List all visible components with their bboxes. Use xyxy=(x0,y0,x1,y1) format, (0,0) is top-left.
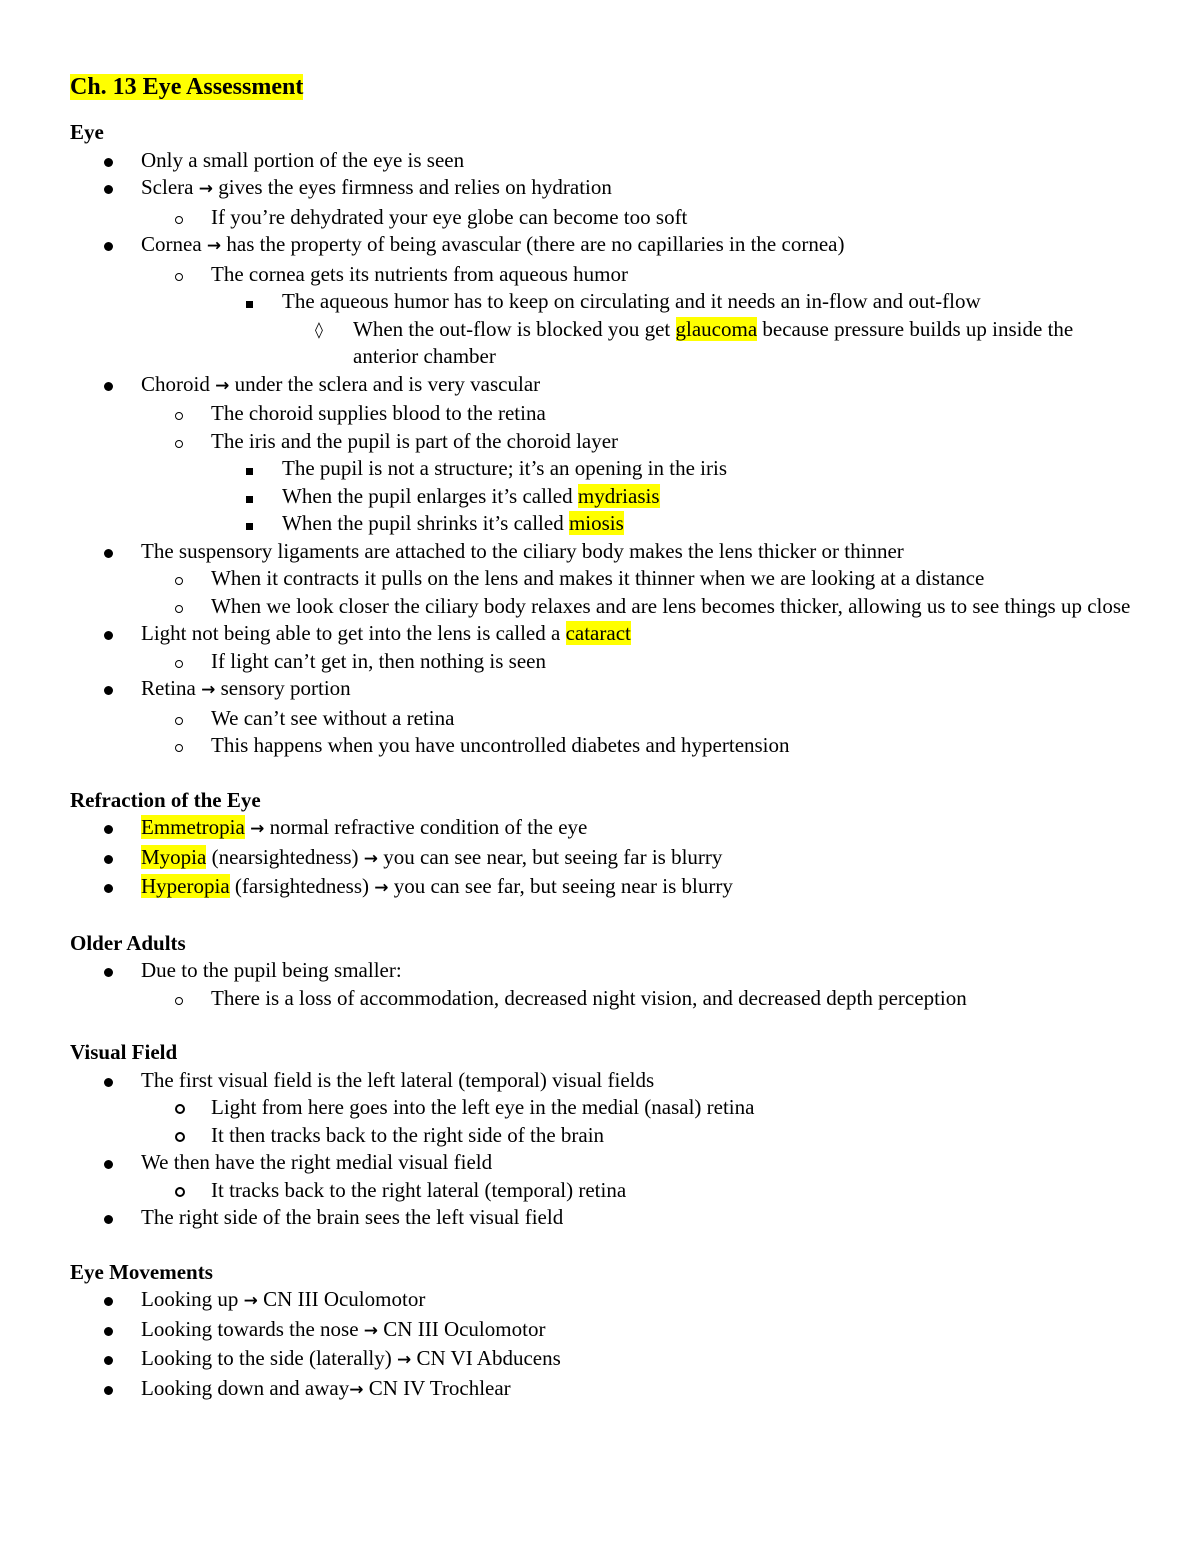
bullet-list-eye-movements xyxy=(70,1286,1140,1404)
list-item: Due to the pupil being smaller: xyxy=(70,957,1140,985)
list-item: Only a small portion of the eye is seen xyxy=(70,147,1140,175)
highlighted-term: cataract xyxy=(565,621,631,645)
right-arrow-icon: → xyxy=(250,819,265,839)
bullet-square-icon xyxy=(246,510,253,538)
bullet-circle-icon xyxy=(175,593,183,621)
list-item: Cornea → has the property of being avascular (there are no capillaries in the cornea) xyxy=(70,231,1140,261)
bullet-dot-icon xyxy=(104,1286,113,1314)
bullet-list-refraction xyxy=(70,814,1140,903)
list-item: When the pupil shrinks it’s called miosis xyxy=(70,510,1140,538)
bullet-circle-icon xyxy=(175,705,183,733)
list-item: There is a loss of accommodation, decreased night vision, and decreased depth perception xyxy=(70,985,1140,1013)
list-item: This happens when you have uncontrolled diabetes and hypertension xyxy=(70,732,1140,760)
bullet-circle-icon xyxy=(175,1094,185,1122)
list-item: We then have the right medial visual field xyxy=(70,1149,1140,1177)
list-item: Myopia (nearsightedness) → you can see near, but seeing far is blurry xyxy=(70,844,1140,874)
list-item: We can’t see without a retina xyxy=(70,705,1140,733)
list-item: The first visual field is the left lateral (temporal) visual fields xyxy=(70,1067,1140,1095)
bullet-circle-icon xyxy=(175,261,183,289)
bullet-circle-icon xyxy=(175,565,183,593)
bullet-dot-icon xyxy=(104,814,113,842)
list-item: Choroid → under the sclera and is very vascular xyxy=(70,371,1140,401)
list-item: If you’re dehydrated your eye globe can become too soft xyxy=(70,204,1140,232)
bullet-dot-icon xyxy=(104,231,113,259)
bullet-dot-icon xyxy=(104,1375,113,1403)
bullet-dot-icon xyxy=(104,1345,113,1373)
highlighted-term: mydriasis xyxy=(577,483,660,508)
list-item: Looking up → CN III Oculomotor xyxy=(70,1286,1140,1316)
list-item: ◊ When the out-flow is blocked you get glaucoma because pressure builds up inside the anterior chamber xyxy=(315,316,1074,368)
right-arrow-icon: → xyxy=(206,236,222,256)
right-arrow-icon: → xyxy=(363,848,379,869)
bullet-circle-icon xyxy=(175,648,183,676)
right-arrow-icon: → xyxy=(363,1320,379,1341)
bullet-dot-icon xyxy=(104,1204,113,1232)
section-heading-eye-movements: Eye Movements xyxy=(70,1259,213,1284)
list-item: Light not being able to get into the lens is called a cataract xyxy=(70,620,1140,648)
bullet-dot-icon xyxy=(104,371,113,399)
list-item: Retina → sensory portion xyxy=(70,675,1140,705)
section-heading-refraction: Refraction of the Eye xyxy=(70,787,261,812)
section-refraction xyxy=(70,787,1140,903)
list-item: If light can’t get in, then nothing is seen xyxy=(70,648,1140,676)
right-arrow-icon: → xyxy=(215,375,230,396)
bullet-list-eye xyxy=(70,147,1140,760)
right-arrow-icon: → xyxy=(397,1350,412,1370)
bullet-dot-icon xyxy=(104,873,113,901)
bullet-square-icon xyxy=(246,455,253,483)
bullet-dot-icon xyxy=(104,1316,113,1344)
bullet-dot-icon xyxy=(104,957,113,985)
list-item: The suspensory ligaments are attached to the ciliary body makes the lens thicker or thinner xyxy=(70,538,1140,566)
highlighted-term: Emmetropia xyxy=(141,815,245,839)
highlighted-term: miosis xyxy=(568,511,624,535)
list-item: Looking towards the nose → CN III Oculomotor xyxy=(70,1316,1140,1346)
bullet-dot-icon xyxy=(104,1149,113,1177)
list-item: Looking to the side (laterally) → CN VI Abducens xyxy=(70,1345,1140,1375)
list-item: Looking down and away→ CN IV Trochlear xyxy=(70,1375,1140,1405)
highlighted-term: glaucoma xyxy=(675,316,758,341)
bullet-list-visual-field xyxy=(70,1067,1140,1232)
highlighted-term: Hyperopia xyxy=(141,874,230,898)
bullet-diamond-icon: ◊ xyxy=(315,319,323,339)
right-arrow-icon: → xyxy=(243,1291,258,1311)
bullet-circle-icon xyxy=(175,400,183,428)
bullet-circle-icon xyxy=(175,1122,185,1150)
list-item: Hyperopia (farsightedness) → you can see far, but seeing near is blurry xyxy=(70,873,1140,903)
bullet-circle-icon xyxy=(175,732,183,760)
section-heading-visual-field: Visual Field xyxy=(70,1040,178,1064)
bullet-dot-icon xyxy=(104,620,113,648)
list-item: Light from here goes into the left eye in the medial (nasal) retina xyxy=(70,1094,1140,1122)
bullet-square-icon xyxy=(246,483,253,511)
list-item: It then tracks back to the right side of the brain xyxy=(70,1122,1140,1150)
section-visual-field xyxy=(70,1039,1140,1232)
list-item: The iris and the pupil is part of the choroid layer xyxy=(70,428,1140,456)
list-item: The right side of the brain sees the left visual field xyxy=(70,1204,1140,1232)
bullet-dot-icon xyxy=(104,1067,113,1095)
list-item: The choroid supplies blood to the retina xyxy=(70,400,1140,428)
list-item: It tracks back to the right lateral (temporal) retina xyxy=(70,1177,1140,1205)
bullet-dot-icon xyxy=(104,538,113,566)
right-arrow-icon: → xyxy=(201,680,216,700)
right-arrow-icon: → xyxy=(198,179,213,199)
list-item: When we look closer the ciliary body relaxes and are lens becomes thicker, allowing us to see things up close xyxy=(70,593,1140,621)
section-heading-older-adults: Older Adults xyxy=(70,930,186,955)
document-page xyxy=(70,70,1140,1431)
right-arrow-icon: → xyxy=(374,878,389,898)
section-older-adults xyxy=(70,930,1140,1013)
highlighted-term: Myopia xyxy=(141,844,207,869)
bullet-dot-icon xyxy=(104,147,113,175)
list-item: Emmetropia → normal refractive condition of the eye xyxy=(70,814,1140,844)
page-title xyxy=(70,70,1140,104)
bullet-dot-icon xyxy=(104,844,113,872)
list-item: When the pupil enlarges it’s called mydriasis xyxy=(70,483,1140,511)
bullet-dot-icon xyxy=(104,675,113,703)
bullet-dot-icon xyxy=(104,174,113,202)
list-item: Sclera → gives the eyes firmness and relies on hydration xyxy=(70,174,1140,204)
bullet-circle-icon xyxy=(175,1177,185,1205)
bullet-square-icon xyxy=(246,288,253,316)
list-item: The pupil is not a structure; it’s an opening in the iris xyxy=(70,455,1140,483)
bullet-circle-icon xyxy=(175,204,183,232)
bullet-list-older-adults xyxy=(70,957,1140,1012)
section-heading-eye: Eye xyxy=(70,120,104,144)
section-eye-movements xyxy=(70,1259,1140,1405)
list-item: The cornea gets its nutrients from aqueous humor xyxy=(70,261,1140,289)
list-item: The aqueous humor has to keep on circulating and it needs an in-flow and out-flow xyxy=(70,288,1140,316)
list-item: When it contracts it pulls on the lens and makes it thinner when we are looking at a distance xyxy=(70,565,1140,593)
bullet-circle-icon xyxy=(175,428,183,456)
bullet-circle-icon xyxy=(175,985,183,1013)
section-eye xyxy=(70,119,1140,760)
right-arrow-icon: → xyxy=(349,1379,364,1400)
title-highlight: Ch. 13 Eye Assessment xyxy=(70,74,304,100)
